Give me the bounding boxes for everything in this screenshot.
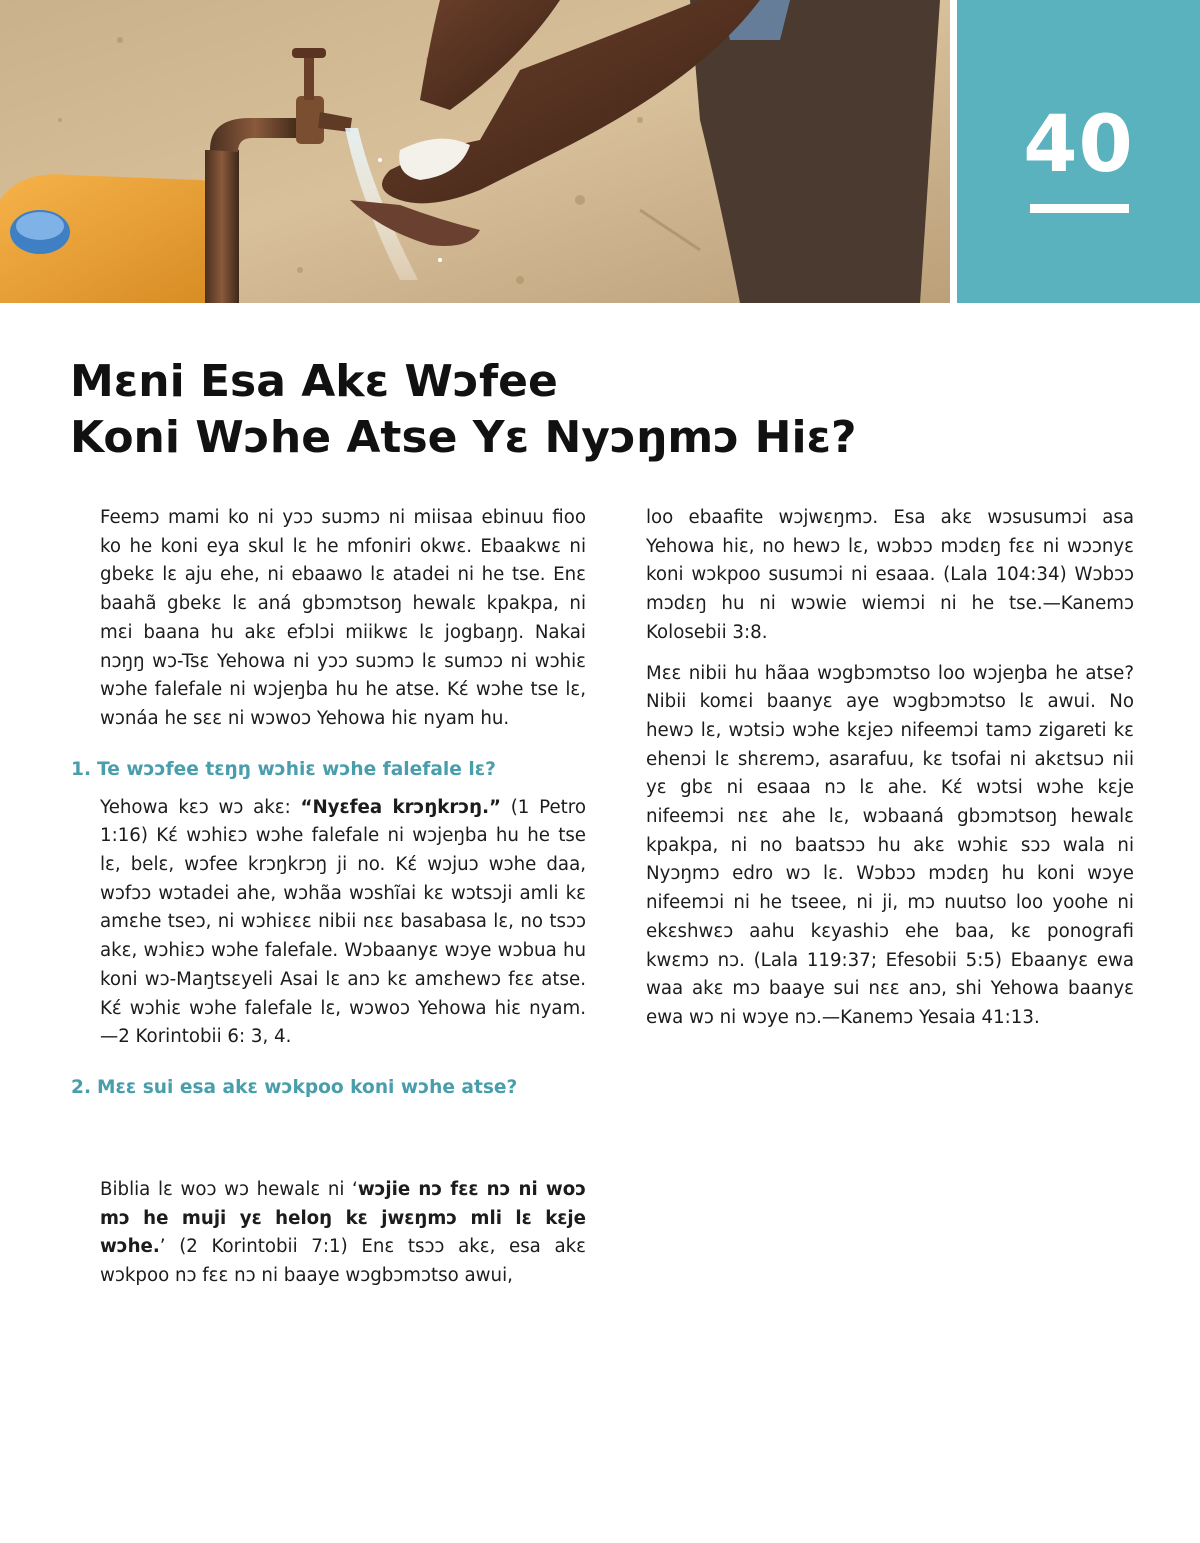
intro-paragraph: Feemɔ mami ko ni yɔɔ suɔmɔ ni miisaa ebinuu fioo ko he koni eya skul lɛ he mfoniri okwɛ. Ebaakwɛ ni gbekɛ lɛ aju ehe, ni ebaawo lɛ atadei ni he tse. Enɛ baahã gbekɛ lɛ aná gbɔmɔtsoŋ hewalɛ kpakpa, ni mɛi baana hu akɛ efɔlɔi miikwɛ lɛ jogbaŋŋ. Nakai nɔŋŋ wɔ-Tsɛ Yehowa ni yɔɔ suɔmɔ lɛ sumɔɔ ni wɔhiɛ wɔhe falefale ni wɔjeŋba hu he atse. Kɛ́ wɔhe tse lɛ, wɔnáa he sɛɛ ni wɔwoɔ Yehowa hiɛ nyam hu.: [100, 507, 586, 729]
page-title: [70, 354, 1130, 466]
section-1-quote: “Nyɛfea krɔŋkrɔŋ.”: [300, 796, 501, 818]
lesson-badge: [957, 0, 1200, 303]
section-2-paragraph-continued: loo ebaafite wɔjwɛŋmɔ. Esa akɛ wɔsusumɔi asa Yehowa hiɛ, no hewɔ lɛ, wɔbɔɔ mɔdɛŋ fɛɛ ni wɔɔnyɛ koni wɔkpoo susumɔi ni esaaa. (Lala 104:34) Wɔbɔɔ mɔdɛŋ hu ni wɔwie wiemɔi ni he tse.—Kanemɔ Kolosebii 3:8.: [646, 507, 1134, 643]
left-column: [71, 504, 586, 1112]
section-1-lead: Yehowa kɛɔ wɔ akɛ:: [100, 796, 301, 818]
title-line-2: Koni Wɔhe Atse Yɛ Nyɔŋmɔ Hiɛ?: [70, 412, 857, 463]
section-2-paragraph-part-1: [100, 1176, 586, 1291]
section-2-rest-start: ’ (2 Korintobii 7:1) Enɛ tsɔɔ akɛ, esa akɛ wɔkpoo nɔ fɛɛ nɔ ni baaye wɔgbɔmɔtso awui,: [100, 1236, 586, 1287]
question-2-text: Mɛɛ sui esa akɛ wɔkpoo koni wɔhe atse?: [97, 1076, 518, 1098]
header-photo: [0, 0, 950, 303]
question-1: [71, 756, 586, 784]
lesson-number-underline: [1030, 204, 1129, 213]
question-2: [71, 1074, 586, 1102]
title-line-1: Mɛni Esa Akɛ Wɔfee: [70, 356, 558, 407]
right-column: [646, 504, 1134, 1045]
question-2-number: 2.: [71, 1076, 92, 1098]
section-2-lead: Biblia lɛ woɔ wɔ hewalɛ ni ‘: [100, 1179, 358, 1200]
section-1-paragraph: [100, 794, 586, 1052]
lesson-number: 40: [1023, 100, 1134, 190]
section-2-paragraph-2: Mɛɛ nibii hu hãaa wɔgbɔmɔtso loo wɔjeŋba he atse? Nibii komɛi baanyɛ aye wɔgbɔmɔtso lɛ awui. No hewɔ lɛ, wɔtsiɔ wɔhe kɛjeɔ nifeemɔi tamɔ zigareti kɛ ehenɔi lɛ shɛremɔ, asarafuu, kɛ tsofai ni akɛtsuɔ nii yɛ gbɛ ni esaaa nɔ lɛ ahe. Kɛ́ wɔtsi wɔhe kɛje nifeemɔi nɛɛ ahe lɛ, wɔbaaná gbɔmɔtsoŋ hewalɛ kpakpa, ni no baatsɔɔ hu akɛ wɔhiɛ sɔɔ wala ni Nyɔŋmɔ edro wɔ lɛ. Wɔbɔɔ mɔdɛŋ hu koni wɔye nifeemɔi ni he tseee, ni ji, mɔ nuutso loo yoohe ni ekɛshwɛɔ aahu kɛyashiɔ ehe baa, kɛ ponografi kwɛmɔ nɔ. (Lala 119:37; Efesobii 5:5) Ebaanyɛ ewa waa akɛ mɔ baaye sui nɛɛ anɔ, shi Yehowa baanyɛ ewa wɔ ni wɔye nɔ.—Kanemɔ Yesaia 41:13.: [646, 662, 1134, 1028]
section-2-flow-left: [100, 1176, 586, 1291]
question-1-number: 1.: [71, 758, 92, 780]
section-2-quote: wɔjie nɔ fɛɛ nɔ ni woɔ mɔ he muji yɛ heloŋ kɛ jwɛŋmɔ mli lɛ kɛje wɔhe.: [100, 1179, 586, 1258]
section-1-rest: (1 Petro 1:16) Kɛ́ wɔhiɛɔ wɔhe falefale ni wɔjeŋba hu he tse lɛ, belɛ, wɔfee krɔŋkrɔŋ ji no. Kɛ́ wɔjuɔ wɔhe daa, wɔfɔɔ wɔtadei ahe, wɔhãa wɔshĩai kɛ wɔtsɔji amli kɛ amɛhe tseɔ, ni wɔhiɛɛɛ nibii nɛɛ basabasa lɛ, no tsɔɔ akɛ, wɔhiɛɔ wɔhe falefale. Wɔbaanyɛ wɔye wɔbua hu koni wɔ-Maŋtsɛyeli Asai lɛ anɔ kɛ amɛhewɔ fɛɛ atse. Kɛ́ wɔhiɛ wɔhe falefale lɛ, wɔwoɔ Yehowa hiɛ nyam.—2 Korintobii 6: 3, 4.: [100, 796, 586, 1048]
question-1-text: Te wɔɔfee tɛŋŋ wɔhiɛ wɔhe falefale lɛ?: [97, 758, 496, 780]
